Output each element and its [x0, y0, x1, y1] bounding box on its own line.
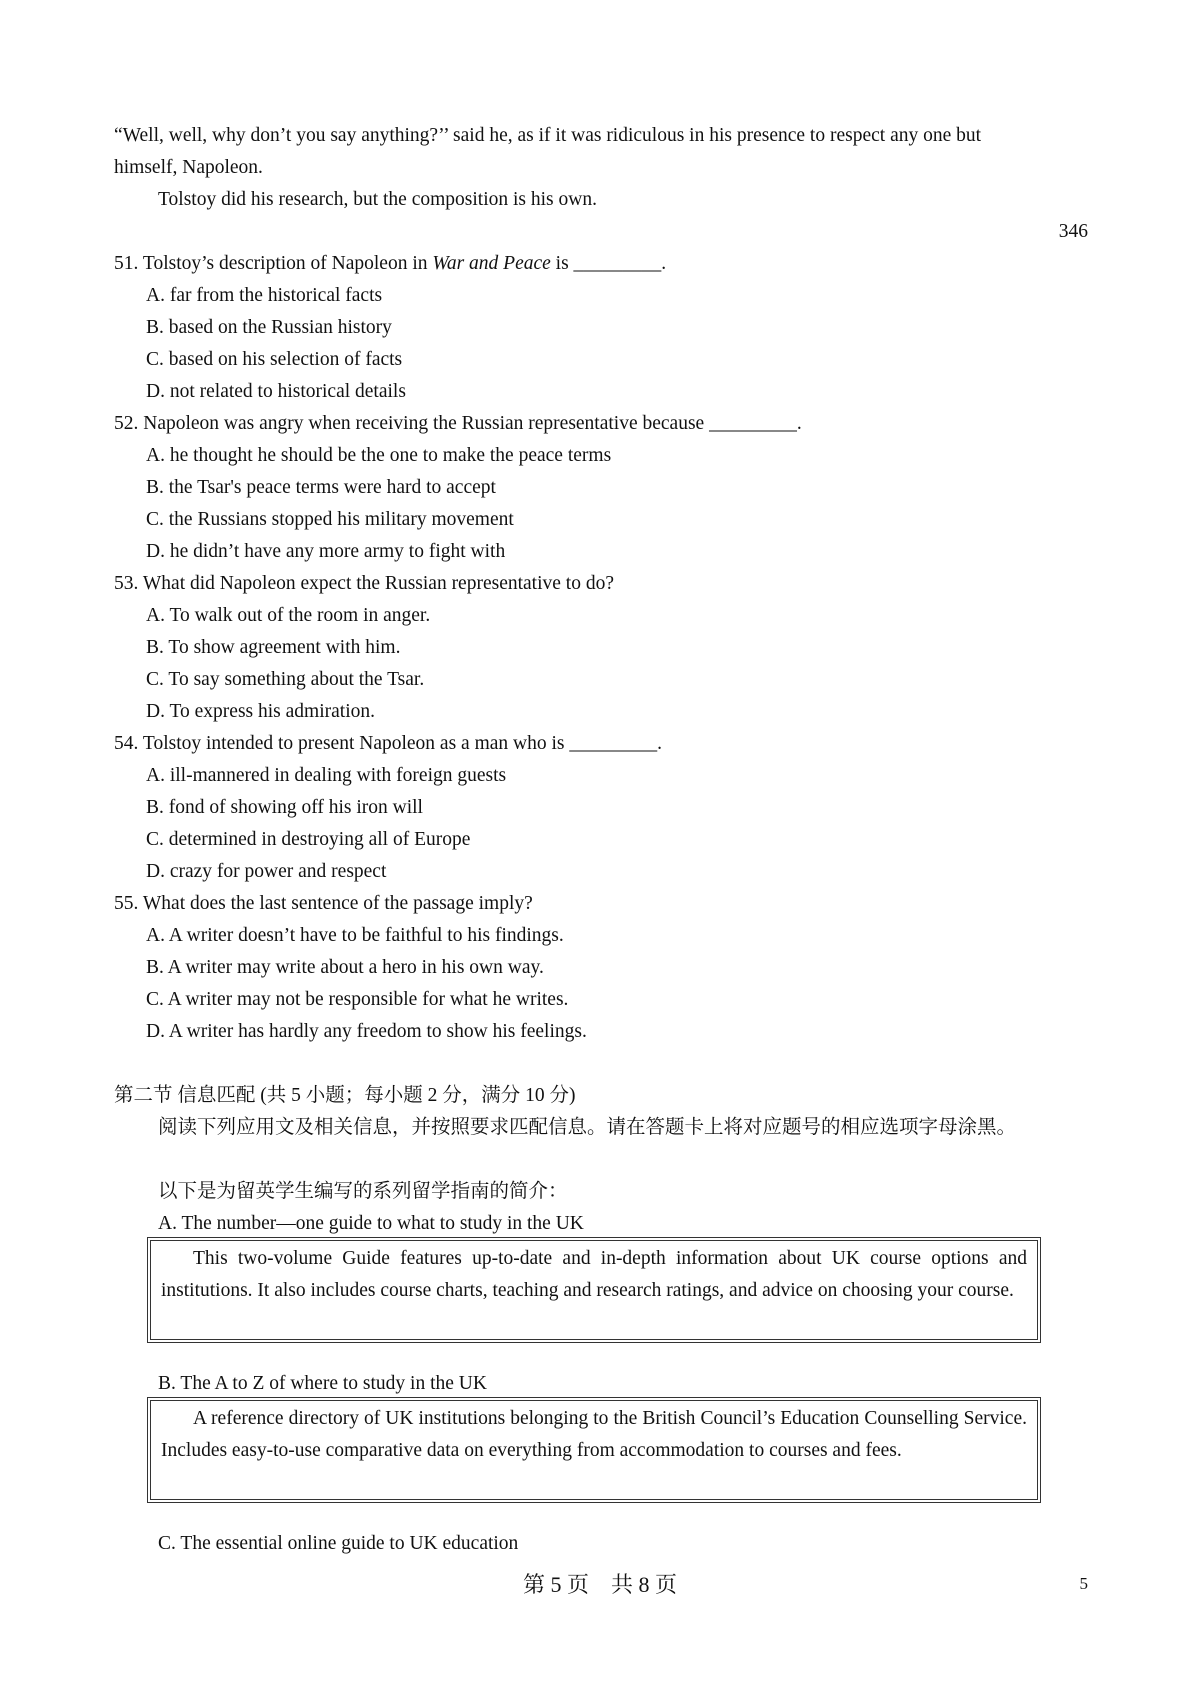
question-51-option-c: C. based on his selection of facts	[146, 349, 403, 370]
guide-a-box: This two-volume Guide features up-to-date and in-depth information about UK course options and institutions. It also includes course charts, teaching and research ratings, and advice on choosing your course.	[150, 1240, 1038, 1340]
page-footer: 第 5 页 共 8 页	[522, 1572, 677, 1597]
question-55-stem: 55. What does the last sentence of the passage imply?	[114, 893, 533, 914]
guide-c-title: C. The essential online guide to UK education	[158, 1533, 519, 1554]
guide-b-title: B. The A to Z of where to study in the UK	[158, 1373, 487, 1394]
question-53-option-b: B. To show agreement with him.	[146, 637, 401, 658]
question-53-option-d: D. To express his admiration.	[146, 701, 375, 722]
question-54-option-d: D. crazy for power and respect	[146, 861, 387, 882]
question-54-option-a: A. ill-mannered in dealing with foreign guests	[146, 765, 507, 786]
closing-sentence: Tolstoy did his research, but the composition is his own.	[158, 189, 597, 210]
question-54-stem: 54. Tolstoy intended to present Napoleon as a man who is _________.	[114, 733, 662, 754]
question-51-option-b: B. based on the Russian history	[146, 317, 392, 338]
quote-line-1: “Well, well, why don’t you say anything?’’ said he, as if it was ridiculous in his presence to respect any one but	[114, 125, 982, 146]
question-52-option-b: B. the Tsar's peace terms were hard to accept	[146, 477, 496, 498]
question-53-stem: 53. What did Napoleon expect the Russian representative to do?	[114, 573, 614, 594]
question-52-stem: 52. Napoleon was angry when receiving the Russian representative because _________.	[114, 413, 802, 434]
section-2-intro: 以下是为留英学生编写的系列留学指南的简介：	[158, 1181, 568, 1202]
question-51-option-a: A. far from the historical facts	[146, 285, 383, 306]
question-55-option-b: B. A writer may write about a hero in his own way.	[146, 957, 544, 978]
page-number: 5	[1079, 1574, 1088, 1593]
question-55-option-d: D. A writer has hardly any freedom to show his feelings.	[146, 1021, 587, 1042]
question-53-option-a: A. To walk out of the room in anger.	[146, 605, 431, 626]
question-55-option-c: C. A writer may not be responsible for what he writes.	[146, 989, 569, 1010]
question-53-option-c: C. To say something about the Tsar.	[146, 669, 425, 690]
question-51-stem: 51. Tolstoy’s description of Napoleon in War and Peace is _________.	[114, 253, 667, 274]
guide-a-title: A. The number—one guide to what to study in the UK	[158, 1213, 584, 1234]
quote-line-2: himself, Napoleon.	[114, 157, 263, 178]
question-54-option-b: B. fond of showing off his iron will	[146, 797, 423, 818]
word-count: 346	[1058, 221, 1088, 242]
question-52-option-c: C. the Russians stopped his military movement	[146, 509, 514, 530]
question-54-option-c: C. determined in destroying all of Europe	[146, 829, 471, 850]
question-51-option-d: D. not related to historical details	[146, 381, 406, 402]
question-52-option-a: A. he thought he should be the one to make the peace terms	[146, 445, 612, 466]
question-52-option-d: D. he didn’t have any more army to fight with	[146, 541, 506, 562]
section-2-instruction: 阅读下列应用文及相关信息，并按照要求匹配信息。请在答题卡上将对应题号的相应选项字母涂黑。	[158, 1117, 1017, 1138]
section-2-heading: 第二节 信息匹配 (共 5 小题；每小题 2 分，满分 10 分)	[114, 1085, 576, 1106]
guide-b-box: A reference directory of UK institutions belonging to the British Council’s Education Counselling Service. Includes easy-to-use comparative data on everything from accommodation to courses and fees.	[150, 1400, 1038, 1500]
question-55-option-a: A. A writer doesn’t have to be faithful to his findings.	[146, 925, 564, 946]
